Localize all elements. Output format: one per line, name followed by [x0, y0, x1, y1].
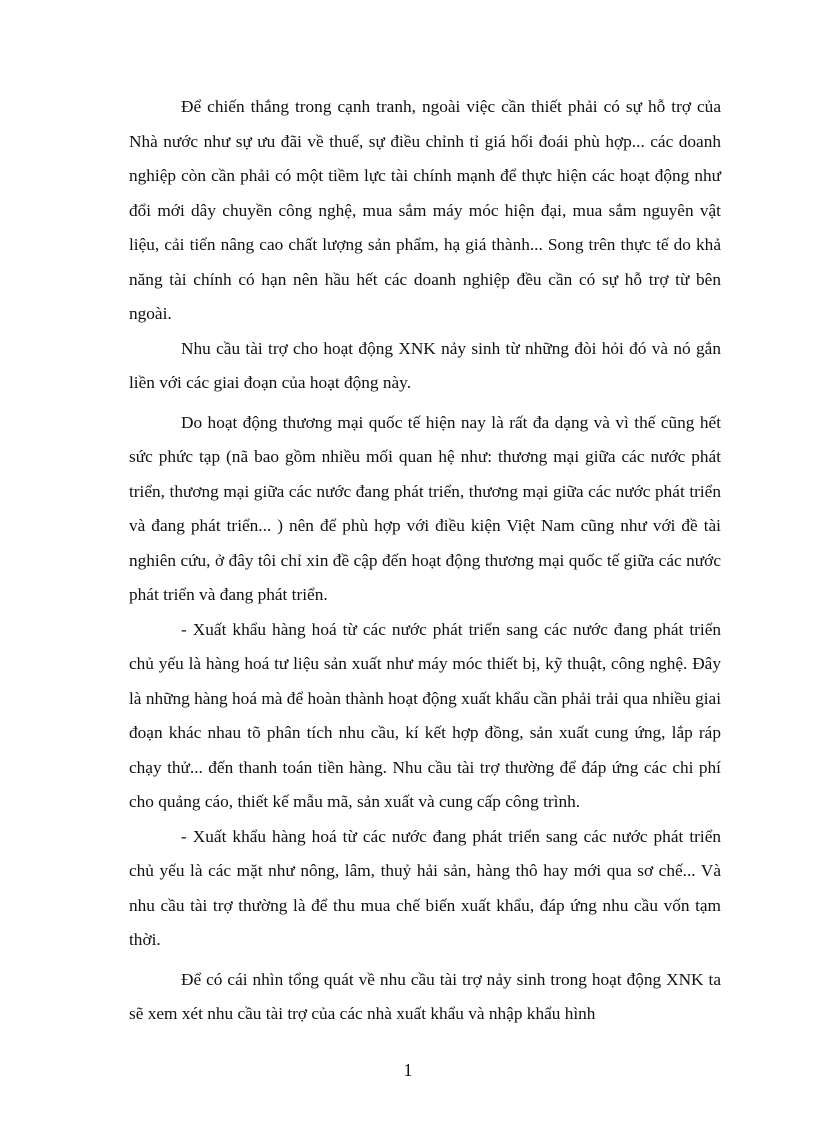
paragraph: - Xuất khẩu hàng hoá từ các nước phát triển sang các nước đang phát triển chủ yếu là hàng hoá tư liệu sản xuất như máy móc thiết bị, kỹ thuật, công nghệ. Đây là những hàng hoá mà để hoàn thành hoạt động xuất khẩu cần phải trải qua nhiều giai đoạn khác nhau tõ phân tích nhu cầu, kí kết hợp đồng, sản xuất cung ứng, lắp ráp chạy thử... đến thanh toán tiền hàng. Nhu cầu tài trợ thường để đáp ứng các chi phí cho quảng cáo, thiết kế mẫu mã, sản xuất và cung cấp công trình.	[129, 619, 721, 811]
body-text	[129, 90, 721, 1032]
paragraph: Để chiến thắng trong cạnh tranh, ngoài việc cần thiết phải có sự hỗ trợ của Nhà nước như sự ưu đãi về thuế, sự điều chỉnh tỉ giá hối đoái phù hợp... các doanh nghiệp còn cần phải có một tiềm lực tài chính mạnh để thực hiện các hoạt động như đổi mới dây chuyền công nghệ, mua sắm máy móc hiện đại, mua sắm nguyên vật liệu, cải tiến nâng cao chất lượng sản phẩm, hạ giá thành... Song trên thực tế do khả năng tài chính có hạn nên hầu hết các doanh nghiệp đều cần có sự hỗ trợ từ bên ngoài.	[129, 97, 721, 323]
paragraph: Để có cái nhìn tổng quát về nhu cầu tài trợ nảy sinh trong hoạt động XNK ta sẽ xem xét nhu cầu tài trợ của các nhà xuất khẩu và nhập khẩu hình	[129, 969, 721, 1023]
paragraph: Nhu cầu tài trợ cho hoạt động XNK nảy sinh từ những đòi hỏi đó và nó gắn liền với các giai đoạn của hoạt động này.	[129, 338, 721, 392]
paragraph: Do hoạt động thương mại quốc tế hiện nay là rất đa dạng và vì thế cũng hết sức phức tạp (nã bao gồm nhiều mối quan hệ như: thương mại giữa các nước phát triển, thương mại giữa các nước đang phát triển, thương mại giữa các nước phát triển và đang phát triển... ) nên để phù hợp với điều kiện Việt Nam cũng như với đề tài nghiên cứu, ở đây tôi chỉ xin đề cập đến hoạt động thương mại quốc tế giữa các nước phát triển và đang phát triển.	[129, 412, 721, 604]
paragraph: - Xuất khẩu hàng hoá từ các nước đang phát triển sang các nước phát triển chủ yếu là các mặt như nông, lâm, thuỷ hải sản, hàng thô hay mới qua sơ chế... Và nhu cầu tài trợ thường là để thu mua chế biến xuất khẩu, đáp ứng nhu cầu vốn tạm thời.	[129, 826, 721, 949]
page-number: 1	[403, 1060, 413, 1080]
